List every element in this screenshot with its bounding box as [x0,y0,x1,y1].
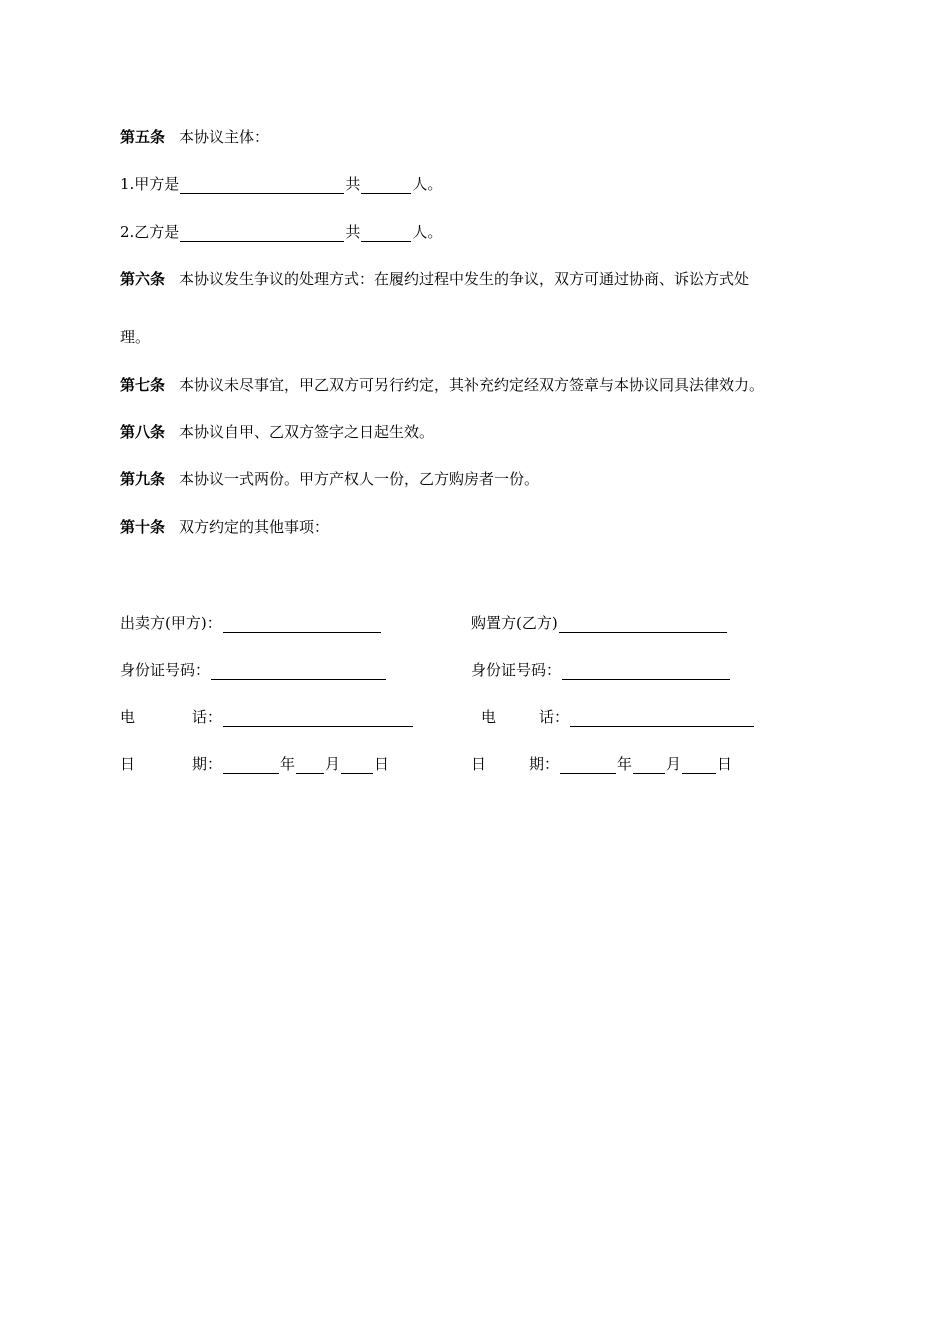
article-text: 本协议一式两份。甲方产权人一份，乙方购房者一份。 [179,470,540,488]
buyer-phone-label-2: 话： [539,708,570,726]
party-a-count-label: 共 [345,175,361,193]
buyer-phone-blank[interactable] [570,710,754,727]
article-6 [120,269,749,289]
party-b-count-label: 共 [345,223,361,241]
article-text: 本协议发生争议的处理方式：在履约过程中发生的争议，双方可通过协商、诉讼方式处 [179,270,750,288]
seller-month-blank[interactable] [296,757,324,774]
buyer-label: 购置方(乙方) [471,614,558,632]
article-number: 第六条 [120,270,166,288]
article-text-continued: 理。 [120,328,151,346]
seller-id-label: 身份证号码： [120,661,211,679]
buyer-day-blank[interactable] [682,757,716,774]
article-text: 本协议主体： [179,128,270,146]
article-text: 双方约定的其他事项： [179,518,330,536]
party-b-name-blank[interactable] [180,225,344,242]
seller-name-line [120,613,382,633]
buyer-date-line [471,754,732,774]
buyer-date-label-2: 期： [529,755,560,773]
article-text: 本协议未尽事宜，甲乙双方可另行约定，其补充约定经双方签章与本协议同具法律效力。 [179,376,765,394]
party-a-line [120,174,442,194]
seller-year-label: 年 [280,755,296,773]
buyer-name-line [471,613,728,633]
party-a-name-blank[interactable] [180,177,344,194]
article-8 [120,422,434,442]
seller-day-blank[interactable] [341,757,373,774]
seller-date-label-2: 期： [192,755,223,773]
buyer-month-blank[interactable] [633,757,665,774]
seller-date-line [120,754,389,774]
seller-name-blank[interactable] [223,616,381,633]
seller-phone-line [120,707,414,727]
article-7 [120,375,764,395]
article-text: 本协议自甲、乙双方签字之日起生效。 [179,423,435,441]
party-b-suffix: 人。 [412,223,443,241]
seller-label: 出卖方(甲方)： [120,614,222,632]
buyer-id-line [471,660,731,680]
seller-year-blank[interactable] [223,757,279,774]
seller-id-line [120,660,387,680]
article-number: 第九条 [120,470,166,488]
seller-phone-label-2: 话： [192,708,223,726]
seller-phone-label-1: 电 [120,708,136,726]
seller-phone-blank[interactable] [223,710,413,727]
party-a-count-blank[interactable] [361,177,411,194]
article-6-continued [120,327,150,347]
buyer-id-label: 身份证号码： [471,661,562,679]
seller-date-label-1: 日 [120,755,136,773]
buyer-phone-label-1: 电 [481,708,497,726]
buyer-date-label-1: 日 [471,755,487,773]
buyer-day-label: 日 [717,755,733,773]
seller-id-blank[interactable] [211,663,386,680]
article-number: 第八条 [120,423,166,441]
party-b-line [120,222,442,242]
seller-day-label: 日 [374,755,390,773]
buyer-name-blank[interactable] [559,616,727,633]
party-a-suffix: 人。 [412,175,443,193]
article-9 [120,469,539,489]
buyer-id-blank[interactable] [562,663,730,680]
party-a-prefix: 1.甲方是 [120,175,180,193]
article-number: 第七条 [120,376,166,394]
article-10 [120,517,329,537]
article-number: 第十条 [120,518,166,536]
article-5 [120,127,269,147]
party-b-count-blank[interactable] [361,225,411,242]
party-b-prefix: 2.乙方是 [120,223,180,241]
buyer-year-label: 年 [617,755,633,773]
buyer-phone-line [481,707,755,727]
seller-month-label: 月 [325,755,341,773]
buyer-month-label: 月 [666,755,682,773]
buyer-year-blank[interactable] [560,757,616,774]
article-number: 第五条 [120,128,166,146]
